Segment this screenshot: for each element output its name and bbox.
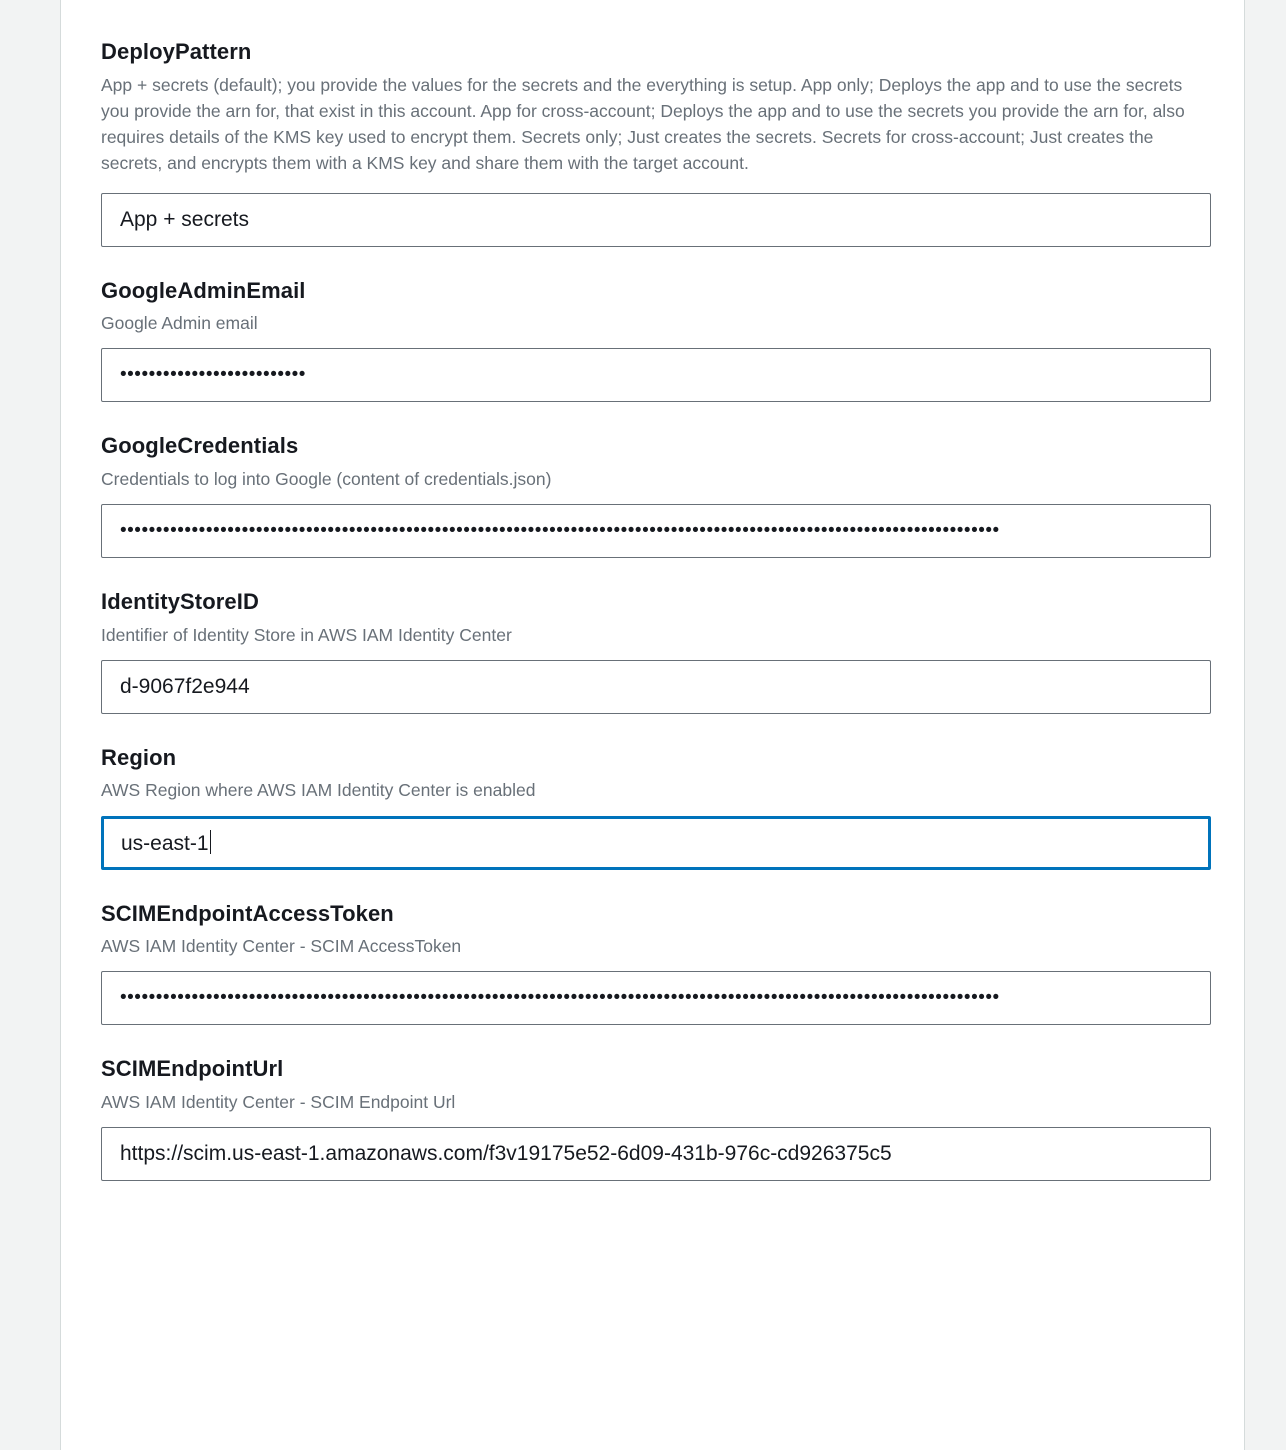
field-deploypattern xyxy=(101,38,1204,247)
field-scimendpointurl xyxy=(101,1055,1204,1181)
field-label-scimendpointurl: SCIMEndpointUrl xyxy=(101,1056,284,1082)
field-description-scimendpointaccesstoken: AWS IAM Identity Center - SCIM AccessToken xyxy=(101,936,462,956)
field-scimendpointaccesstoken xyxy=(101,900,1204,1026)
field-label-deploypattern: DeployPattern xyxy=(101,39,252,64)
field-description-googlecredentials: Credentials to log into Google (content of credentials.json) xyxy=(101,468,552,489)
googleadminemail-masked-value: •••••••••••••••••••••••••• xyxy=(120,364,306,386)
field-googlecredentials xyxy=(101,432,1204,558)
googlecredentials-input[interactable] xyxy=(101,504,1211,558)
field-label-identitystoreid: IdentityStoreID xyxy=(101,589,259,614)
region-input[interactable] xyxy=(101,816,1211,870)
googlecredentials-masked-value: ••••••••••••••••••••••••••••••••••••••••••••••••••••••••••••••••••••••••••••••••••••••••••••••••••••••••••••••••••••••••••• xyxy=(120,520,1000,541)
field-googleadminemail xyxy=(101,277,1204,403)
page-background-right xyxy=(1246,0,1286,1450)
parameters-form xyxy=(61,0,1244,1181)
field-description-deploypattern: App + secrets (default); you provide the values for the secrets and the everything is setup. App only; Deploys the app and to use the secrets you provide the arn for, that exist in this account. App for cross-account; Deploys the app and to use the secrets you provide the arn for, also requires details of the KMS key used to encrypt them. Secrets only; Just creates the secrets. Secrets for cross-account; Just creates the secrets, and encrypts them with a KMS key and share them with the target account. xyxy=(101,74,1185,174)
scimendpointaccesstoken-masked-value: ••••••••••••••••••••••••••••••••••••••••••••••••••••••••••••••••••••••••••••••••••••••••••••••••••••••••••••••••••••••••••• xyxy=(120,987,1000,1009)
field-description-identitystoreid: Identifier of Identity Store in AWS IAM Identity Center xyxy=(101,624,512,645)
field-description-region: AWS Region where AWS IAM Identity Center is enabled xyxy=(101,780,536,801)
field-identitystoreid xyxy=(101,588,1204,714)
page-background-left xyxy=(0,0,60,1450)
text-caret xyxy=(210,830,211,854)
deploypattern-input[interactable]: App + secrets xyxy=(101,193,1211,247)
field-description-googleadminemail: Google Admin email xyxy=(101,313,258,333)
field-description-scimendpointurl: AWS IAM Identity Center - SCIM Endpoint Url xyxy=(101,1091,456,1112)
googleadminemail-input[interactable] xyxy=(101,348,1211,402)
region-input-value: us-east-1 xyxy=(121,831,209,855)
identitystoreid-input[interactable]: d-9067f2e944 xyxy=(101,660,1211,714)
scimendpointurl-input[interactable]: https://scim.us-east-1.amazonaws.com/f3v19175e52-6d09-431b-976c-cd926375c5 xyxy=(101,1127,1211,1181)
field-label-region: Region xyxy=(101,744,177,770)
scimendpointaccesstoken-input[interactable] xyxy=(101,971,1211,1025)
field-label-googleadminemail: GoogleAdminEmail xyxy=(101,277,306,303)
parameters-panel xyxy=(60,0,1245,1450)
field-label-googlecredentials: GoogleCredentials xyxy=(101,433,299,459)
field-label-scimendpointaccesstoken: SCIMEndpointAccessToken xyxy=(101,900,394,926)
field-region xyxy=(101,744,1204,870)
